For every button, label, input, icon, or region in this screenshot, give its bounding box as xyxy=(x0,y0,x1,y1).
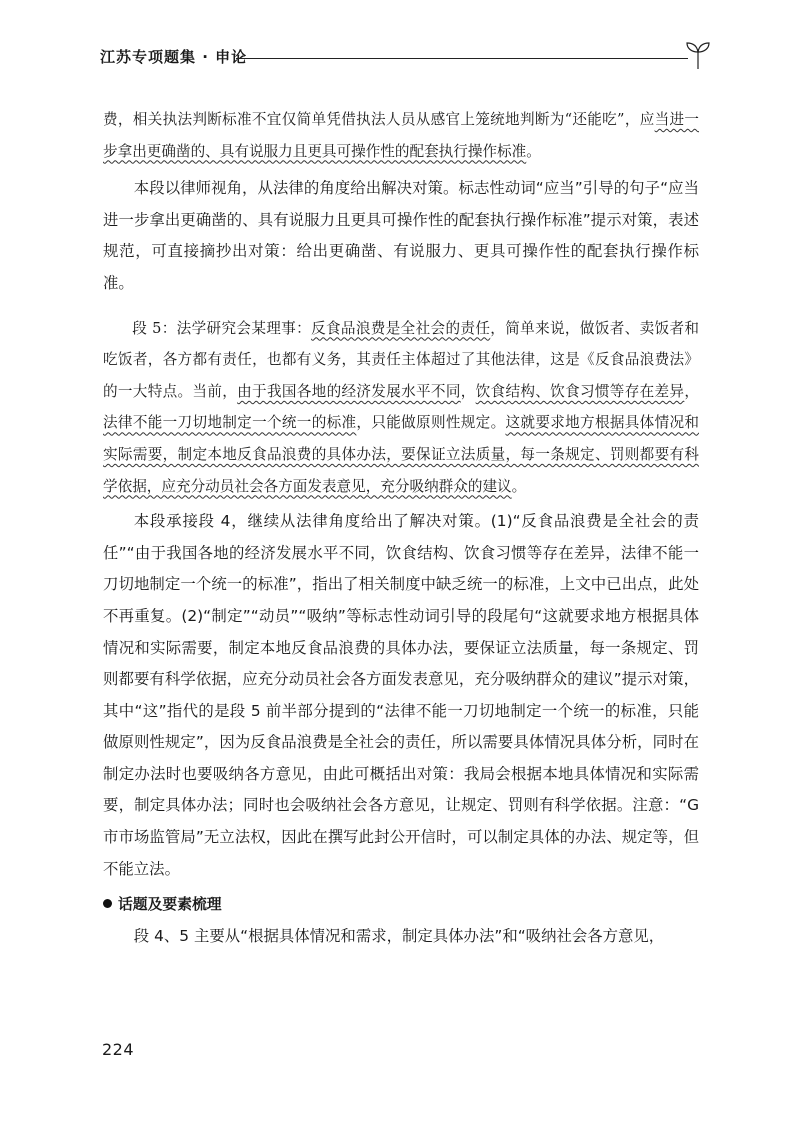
quoted-paragraph-4-end: 费，相关执法判断标准不宜仅简单凭借执法人员从感官上笼统地判断为“还能吃”，应当进一步拿出更确凿的、具有说服力且更具可操作性的配套执行操作标准。 xyxy=(103,111,699,160)
summary-paragraph: 段 4、5 主要从“根据具体情况和需求，制定具体办法”和“吸纳社会各方意见， xyxy=(133,926,665,945)
page-number: 224 xyxy=(102,1040,135,1059)
sprout-icon xyxy=(686,40,710,70)
page-body xyxy=(103,104,699,952)
section-heading: 话题及要素梳理 xyxy=(103,889,699,921)
header-rule xyxy=(236,58,688,59)
underlined-phrase: 反食品浪费是全社会的责任 xyxy=(311,319,491,337)
underlined-phrase: 当进一步拿出更确凿的、具有说服力且更具可操作性的配套执行操作标准 xyxy=(103,111,699,160)
underlined-phrase: 这就要求地方根据具体情况和实际需要，制定本地反食品浪费的具体办法，要保证立法质量，每一条规定、罚则都要有科学依据，应充分动员社会各方面发表意见，充分吸纳群众的建议 xyxy=(103,414,699,495)
underlined-phrase: 法律不能一刀切地制定一个统一的标准 xyxy=(103,414,357,432)
analysis-paragraph-4: 本段以律师视角，从法律的角度给出解决对策。标志性动词“应当”引导的句子“应当进一步拿出更确凿的、具有说服力且更具可操作性的配套执行操作标准”提示对策，表述规范，可直接摘抄出对策：给出更确凿、有说服力、更具可操作性的配套执行操作标准。 xyxy=(103,179,699,292)
analysis-paragraph-5: 本段承接段 4，继续从法律角度给出了解决对策。(1)“反食品浪费是全社会的责任”“由于我国各地的经济发展水平不同，饮食结构、饮食习惯等存在差异，法律不能一刀切地制定一个统一的标准”，指出了相关制度中缺乏统一的标准，上文中已出点，此处不再重复。(2)“制定”“动员”“吸纳”等标志性动词引导的段尾句“这就要求地方根据具体情况和实际需要，制定本地反食品浪费的具体办法，要保证立法质量，每一条规定、罚则都要有科学依据，应充分动员社会各方面发表意见，充分吸纳群众的建议”提示对策，其中“这”指代的是段 5 前半部分提到的“法律不能一刀切地制定一个统一的标准，只能做原则性规定”，因为反食品浪费是全社会的责任，所以需要具体情况具体分析，同时在制定办法时也要吸纳各方意见，由此可概括出对策：我局会根据本地具体情况和实际需要，制定具体办法；同时也会吸纳社会各方意见，让规定、罚则有科学依据。注意：“G 市市场监管局”无立法权，因此在撰写此封公开信时，可以制定具体的办法、规定等，但不能立法。 xyxy=(103,512,699,878)
underlined-phrase: 由于我国各地的经济发展水平不同 xyxy=(237,382,461,400)
page-header xyxy=(100,40,710,74)
underlined-phrase: 饮食结构、饮食习惯等存在差异 xyxy=(475,382,685,400)
running-title: 江苏专项题集 · 申论 xyxy=(100,48,248,66)
quoted-paragraph-5: 段 5：法学研究会某理事：反食品浪费是全社会的责任，简单来说，做饭者、卖饭者和吃饭者，各方都有责任，也都有义务，其责任主体超过了其他法律，这是《反食品浪费法》的一大特点。当前，由于我国各地的经济发展水平不同，饮食结构、饮食习惯等存在差异，法律不能一刀切地制定一个统一的标准，只能做原则性规定。这就要求地方根据具体情况和实际需要，制定本地反食品浪费的具体办法，要保证立法质量，每一条规定、罚则都要有科学依据，应充分动员社会各方面发表意见，充分吸纳群众的建议。 xyxy=(103,319,699,495)
bullet-icon xyxy=(103,899,112,908)
